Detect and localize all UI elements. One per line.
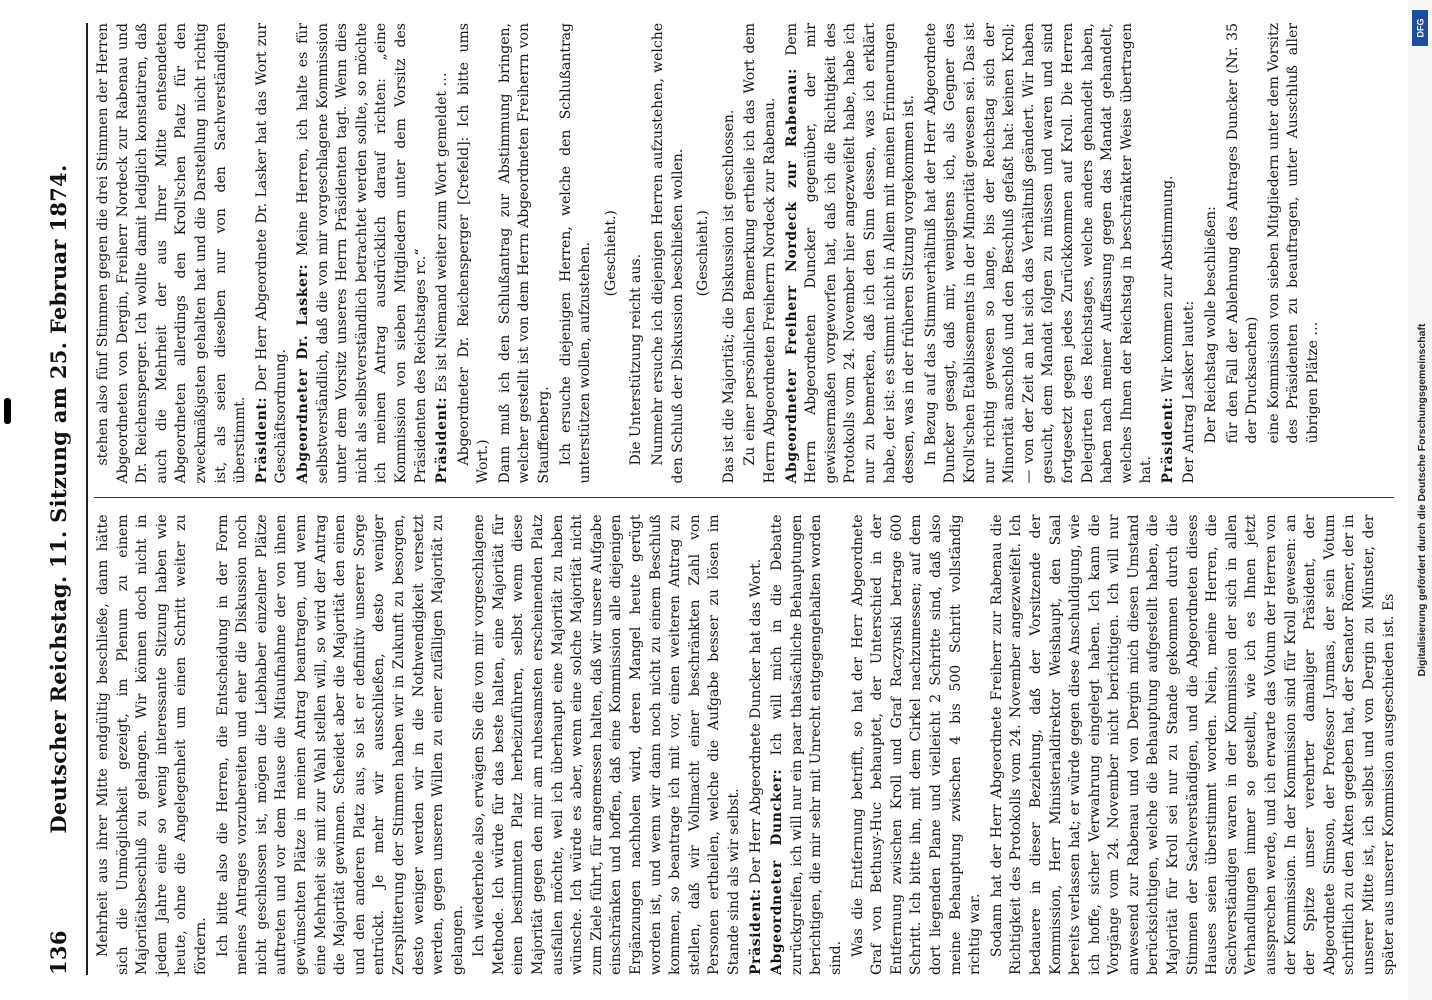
body-paragraph: Mehrheit aus ihrer Mitte endgültig beschließe, dann hätte sich die Unmöglichkeit gezeigt, im Plenum zu einem Majoritätsbeschluß zu gelangen. Wir können doch nicht in jedem Jahre eine so wenig interessante Sitzung haben wie heute, ohne die Angelegenheit um einen Schritt weiter zu fördern.	[95, 514, 209, 975]
rotated-page	[40, 5, 1420, 995]
speaker-label: Abgeordneter Duncker:	[769, 768, 786, 975]
speaker-label: Abgeordneter Dr. Lasker:	[294, 263, 311, 484]
page-header	[46, 23, 88, 975]
page-number: 136	[46, 930, 71, 975]
text-columns	[94, 23, 1397, 975]
body-paragraph: Das ist die Majorität; die Diskussion ist geschlossen.	[720, 109, 737, 484]
speaker-label: Präsident:	[747, 888, 764, 975]
stage-direction: (Geschieht.)	[602, 210, 619, 297]
speaker-paragraph	[783, 23, 920, 484]
speaker-text: Wir kommen zur Abstimmung.	[1159, 175, 1176, 397]
body-paragraph: Abgeordneter Dr. Reichensperger [Crefeld]: Ich bitte ums Wort.)	[455, 23, 492, 484]
digitization-note: Digitalisierung gefördert durch die Deutsche Forschungsgemeinschaft	[1416, 323, 1428, 677]
speaker-paragraph	[433, 23, 453, 484]
dfg-logo: DFG	[1412, 10, 1428, 46]
body-paragraph: Ich ersuche diejenigen Herren, welche den Schlußantrag unterstützen wollen, aufzustehen.	[557, 23, 594, 484]
body-paragraph: Nunmehr ersuche ich diejenigen Herren aufzustehen, welche den Schluß der Diskussion beschließen wollen.	[650, 23, 686, 484]
body-paragraph: Der Reichstag wolle beschließen:	[1203, 206, 1220, 444]
body-paragraph: eine Kommission von sieben Mitgliedern unter dem Vorsitz des Präsidenten zu beauftragen, unter Ausschluß aller übrigen Plätze …	[1265, 23, 1322, 444]
speaker-label: Abgeordneter Freiherr Nordeck zur Rabenau:	[783, 68, 800, 484]
speaker-paragraph	[768, 515, 846, 976]
body-paragraph: Was die Entfernung betrifft, so hat der Herr Abgeordnete Graf von Bethusy-Huc behauptet, der Unterschied in der Entfernung zwischen Kroll und Graf Raczynski betrage 600 Schritt. Ich bitte ihn, mit dem Cirkel nachzumessen; auf dem dort liegenden Plane und vielleicht 2 Schritte sind, daß also meine Behauptung zwischen 4 bis 500 Schritt vollständig richtig war.	[849, 514, 984, 975]
speaker-text: Dem Herrn Abgeordneten Duncker gegenüber, der mir gewissermaßen vorgeworfen hat, daß ich die Richtigkeit des Protokolls vom 24. November hier angezweifelt habe, habe ich nur zu bemerken, daß ich den Sinn dessen, was ich erklärt habe, der ist: es stimmt nicht in Allem mit meinen Erinnerungen dessen, was in der früheren Sitzung vorgekommen ist.	[783, 23, 918, 484]
body-paragraph: für den Fall der Ablehnung des Antrages Duncker (Nr. 35 der Drucksachen)	[1224, 23, 1261, 444]
speaker-paragraph	[1159, 23, 1179, 484]
speaker-text: Der Herr Abgeordnete Duncker hat das Wort.	[747, 558, 764, 889]
speaker-label: Präsident:	[253, 396, 270, 484]
speaker-paragraph	[747, 515, 767, 976]
body-paragraph: Der Antrag Lasker lautet:	[1181, 300, 1198, 484]
body-paragraph: Ich bitte also die Herren, die Entscheidung in der Form meines Antrages vorzubereiten und eher die Diskussion noch nicht geschlossen ist, mögen die Liebhaber einzelner Plätze auftreten und vor dem Hause die Mitaufnahme der von ihnen gewünschten Plätze in meinen Antrag beantragen, und wenn eine Mehrheit sie mit zur Wahl stellen will, so wird der Antrag die Majorität gewinnen. Scheidet aber die Majorität den einen und den anderen Platz aus, so ist er definitiv unserer Sorge entrückt. Je mehr wir ausschließen, desto weniger Zersplitterung der Stimmen haben wir in Zukunft zu besorgen, desto weniger werden wir in die Nothwendigkeit versetzt werden, gegen unseren Willen zu einer zufälligen Majorität zu gelangen.	[214, 514, 466, 975]
body-paragraph: Sodann hat der Herr Abgeordnete Freiherr zur Rabenau die Richtigkeit des Protokolls vom 24. November angezweifelt. Ich bedauere in dieser Beziehung, daß der Vorsitzende der Kommission, Herr Ministerialdirektor Weishaupt, den Saal bereits verlassen hat; er würde gegen diese Anschuldigung, wie ich hoffe, sicher Verwahrung eingelegt haben. Ich kann die Vorgänge vom 24. November nicht berichtigen. Ich will nur anwesend zur Rabenau und von Dergin mich diesen Umstand berücksichtigen, welche die Behauptung aufgestellt haben, die Majorität für Kroll sei nur zu Stande gekommen durch die Stimmen der Sachverständigen, und die Abgeordneten dieses Hauses seien überstimmt worden. Nein, meine Herren, die Sachverständigen waren in der Kommission der sich in allen Verhandlungen immer so gestellt, wie ich es Ihnen jetzt aussprechen werde, und ich erwarte das Votum der Herren von der Kommission. In der Kommission sind für Kroll gewesen: an der Spitze unser verehrter damaliger Präsident, der Abgeordnete Simson, der Professor Lynmas, der sein Votum schriftlich zu den Akten gegeben hat, der Senator Römer, der in unserer Mitte ist, ich selbst und von Dergin zu Münster, der später aus unserer Kommission ausgeschieden ist. Es	[988, 514, 1397, 975]
body-paragraph: stehen also fünf Stimmen gegen die drei Stimmen der Herren Abgeordneten von Dergin, Freiherr Nordeck zur Rabenau und Dr. Reichensperger. Ich wollte damit lediglich konstatiren, daß auch die Mehrheit der aus Ihrer Mitte entsendeten Abgeordneten allerdings den Kroll'schen Platz für den zweckmäßigsten gehalten hat und die Darstellung nicht richtig ist, als seien dieselben nur von den Sachverständigen überstimmt.	[95, 23, 249, 484]
speaker-text: Meine Herren, ich halte es für selbstverständlich, daß die von mir vorgeschlagene Kommission unter dem Vorsitz unseres Herrn Präsidenten tagt. Wenn dies nicht als selbstverständlich betrachtet werden sollte, so möchte ich meinen Antrag ausdrücklich darauf richten: „eine Kommission von sieben Mitgliedern unter dem Vorsitz des Präsidenten des Reichstages rc.“	[294, 23, 429, 484]
speaker-label: Präsident:	[1159, 396, 1176, 484]
speaker-text: Der Herr Abgeordnete Dr. Lasker hat das Wort zur Geschäftsordnung.	[253, 23, 290, 484]
body-paragraph: Zu einer persönlichen Bemerkung ertheile ich das Wort dem Herrn Abgeordneten Freiherrn Nordeck zur Rabenau.	[742, 23, 778, 484]
speaker-label: Präsident:	[434, 396, 451, 484]
body-paragraph: Die Unterstützung reicht aus.	[628, 253, 645, 466]
column-left	[94, 514, 1397, 976]
stage-direction: (Geschieht.)	[695, 210, 712, 297]
body-paragraph: Ich wiederhole also, erwägen Sie die von mir vorgeschlagene Methode. Ich würde für das beste halten, eine Majorität für einen bestimmten Platz herbeizuführen, selbst wenn diese Majorität gegen den mir am ruhesamsten erscheinenden Platz ausfallen möchte, weil ich überhaupt eine Majorität zu haben wünsche. Ich würde es aber, wenn eine solche Majorität nicht zum Ziele führt, für angemessen halten, daß wir unsere Aufgabe einschränken und hoffen, daß eine Kommission alle diejenigen Ergänzungen nachholen wird, deren Mangel heute gerügt worden ist, und wenn wir dann noch nicht zu einem Beschluß kommen, so beantrage ich mit vor, einen weiteren Antrag zu stellen, daß wir Vollmacht einer beschränkten Zahl von Personen ertheilen, welche die Aufgabe besser zu lösen im Stande sind als wir selbst.	[471, 514, 742, 975]
running-head: Deutscher Reichstag. 11. Sitzung am 25. Februar 1874.	[46, 164, 71, 834]
scan-mark	[4, 398, 11, 424]
speaker-paragraph	[253, 23, 292, 484]
speaker-paragraph	[294, 23, 431, 484]
speaker-text: Es ist Niemand weiter zum Wort gemeldet …	[434, 72, 451, 397]
body-paragraph: In Bezug auf das Stimmverhältniß hat der Herr Abgeordnete Duncker gesagt, daß mir, wenigstens ich, als Gegner des Kroll'schen Etablissements in der Minorität gewesen sei. Das ist nur richtig gewesen so lange, bis der Reichstag sich der Minorität anschloß und den Beschluß gefaßt hat: keinen Kroll; — von der Zeit an hat sich das Verhältniß geändert. Wir haben gesucht, dem Mandat folgen zu müssen und waren und sind fortgesetzt gegen jedes Zurückkommen auf Kroll. Die Herren Delegirten des Reichstages, welche anders gehandelt haben, haben nach meiner Auffassung gegen das Mandat gehandelt, welches Ihnen der Reichstag in beschränkter Weise übertragen hat.	[922, 23, 1155, 484]
body-paragraph: Dann muß ich den Schlußantrag zur Abstimmung bringen, welcher gestellt ist von dem Herrn Abgeordneten Freiherrn von Stauffenberg.	[496, 23, 553, 484]
speaker-text: Ich will mich in die Debatte zurückgreifen, ich will nur ein paar thatsächliche Behauptungen berichtigen, die mir sehr mit Unrecht entgegengehalten worden sind.	[769, 514, 844, 975]
column-right	[94, 23, 1394, 499]
